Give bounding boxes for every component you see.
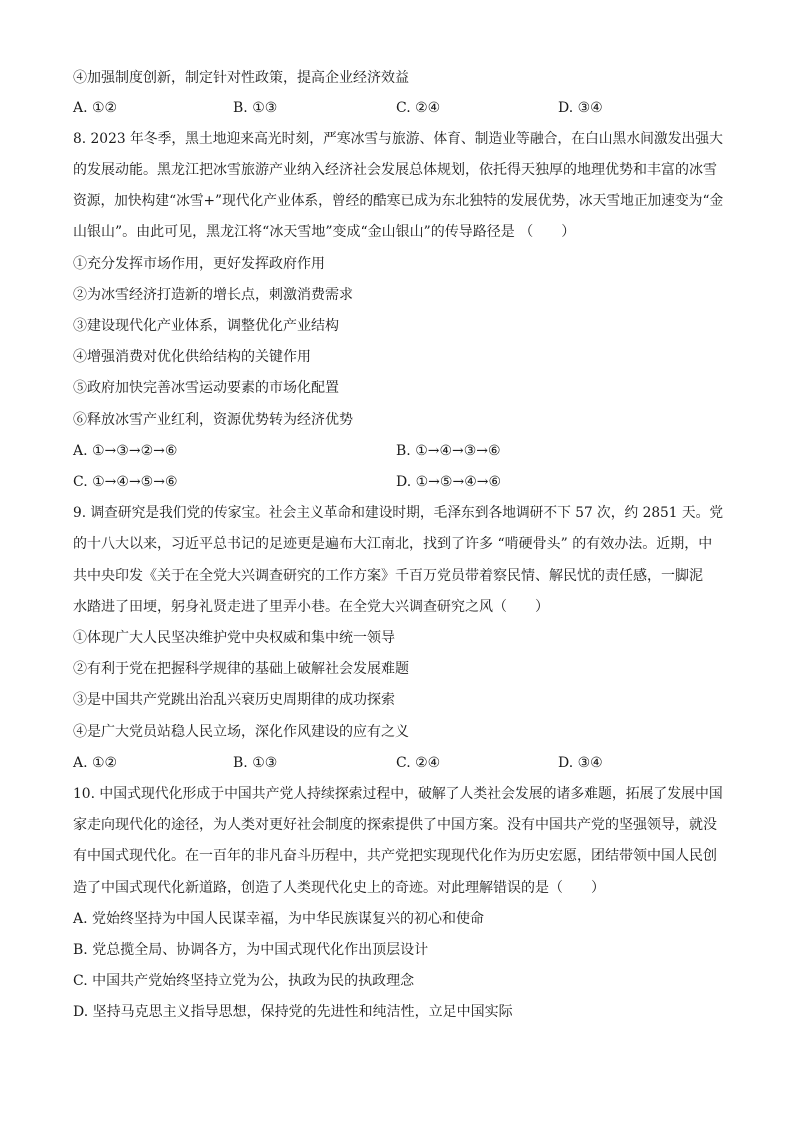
q10-option-a: A. 党始终坚持为中国人民谋幸福，为中华民族谋复兴的初心和使命 (73, 911, 485, 927)
q7-statement-4: ④加强制度创新，制定针对性政策，提高企业经济效益 (73, 70, 409, 86)
q9-statement-2: ②有利于党在把握科学规律的基础上破解社会发展难题 (73, 661, 409, 677)
q9-stem-line-3: 共中央印发《关于在全党大兴调查研究的工作方案》千百万党员带着察民情、解民忧的责任感，一脚泥 (73, 568, 703, 584)
q9-stem-line-1: 9. 调查研究是我们党的传家宝。社会主义革命和建设时期，毛泽东到各地调研不下 57 次，约 2851 天。党 (73, 505, 724, 521)
q8-option-a: A. ①→③→②→⑥ (73, 443, 178, 459)
q9-statement-4: ④是广大党员站稳人民立场，深化作风建设的应有之义 (73, 724, 409, 740)
q10-stem-line-2: 家走向现代化的途径，为人类对更好社会制度的探索提供了中国方案。没有中国共产党的坚强领导，就没 (73, 817, 717, 833)
q10-option-b: B. 党总揽全局、协调各方，为中国式现代化作出顶层设计 (73, 942, 429, 958)
q9-stem-line-2: 的十八大以来，习近平总书记的足迹更是遍布大江南北，找到了许多 “啃硬骨头” 的有效办法。近期，中 (73, 536, 713, 552)
q8-stem-line-3: 资源，加快构建“冰雪+”现代化产业体系，曾经的酷寒已成为东北独特的发展优势，冰天雪地正加速变为“金 (73, 193, 724, 209)
q10-option-d: D. 坚持马克思主义指导思想，保持党的先进性和纯洁性，立足中国实际 (73, 1004, 513, 1020)
q7-option-a: A. ①② (73, 100, 118, 116)
q10-stem-line-1: 10. 中国式现代化形成于中国共产党人持续探索过程中，破解了人类社会发展的诸多难题，拓展了发展中国 (73, 786, 723, 802)
q8-statement-6: ⑥释放冰雪产业红利，资源优势转为经济优势 (73, 412, 353, 428)
q8-statement-4: ④增强消费对优化供给结构的关键作用 (73, 349, 311, 365)
q8-statement-5: ⑤政府加快完善冰雪运动要素的市场化配置 (73, 380, 339, 396)
q7-option-b: B. ①③ (233, 100, 278, 116)
q9-option-c: C. ②④ (396, 755, 441, 771)
q8-statement-3: ③建设现代化产业体系，调整优化产业结构 (73, 318, 339, 334)
q10-stem-line-3: 有中国式现代化。在一百年的非凡奋斗历程中，共产党把实现现代化作为历史宏愿，团结带领中国人民创 (73, 848, 717, 864)
q7-option-d: D. ③④ (558, 100, 603, 116)
q9-statement-3: ③是中国共产党跳出治乱兴衰历史周期律的成功探索 (73, 692, 395, 708)
q7-option-c: C. ②④ (396, 100, 441, 116)
q9-option-d: D. ③④ (558, 755, 603, 771)
q9-option-b: B. ①③ (233, 755, 278, 771)
q8-stem-line-4: 山银山”。由此可见，黑龙江将“冰天雪地”变成“金山银山”的传导路径是 （ ） (73, 224, 576, 240)
q9-stem-line-4: 水踏进了田埂，躬身礼贤走进了里弄小巷。在全党大兴调查研究之风（ ） (73, 599, 549, 615)
q8-stem-line-1: 8. 2023 年冬季，黑土地迎来高光时刻，严寒冰雪与旅游、体育、制造业等融合，在白山黑水间激发出强大 (73, 131, 723, 147)
q8-option-b: B. ①→④→③→⑥ (396, 443, 501, 459)
q9-option-a: A. ①② (73, 755, 118, 771)
q8-statement-1: ①充分发挥市场作用，更好发挥政府作用 (73, 256, 325, 272)
q8-option-c: C. ①→④→⑤→⑥ (73, 474, 178, 490)
q8-stem-line-2: 的发展动能。黑龙江把冰雪旅游产业纳入经济社会发展总体规划，依托得天独厚的地理优势和丰富的冰雪 (73, 162, 717, 178)
q9-statement-1: ①体现广大人民坚决维护党中央权威和集中统一领导 (73, 630, 395, 646)
q8-statement-2: ②为冰雪经济打造新的增长点，刺激消费需求 (73, 287, 353, 303)
q10-option-c: C. 中国共产党始终坚持立党为公，执政为民的执政理念 (73, 973, 415, 989)
q10-stem-line-4: 造了中国式现代化新道路，创造了人类现代化史上的奇迹。对此理解错误的是（ ） (73, 880, 605, 896)
q8-option-d: D. ①→⑤→④→⑥ (396, 474, 502, 490)
